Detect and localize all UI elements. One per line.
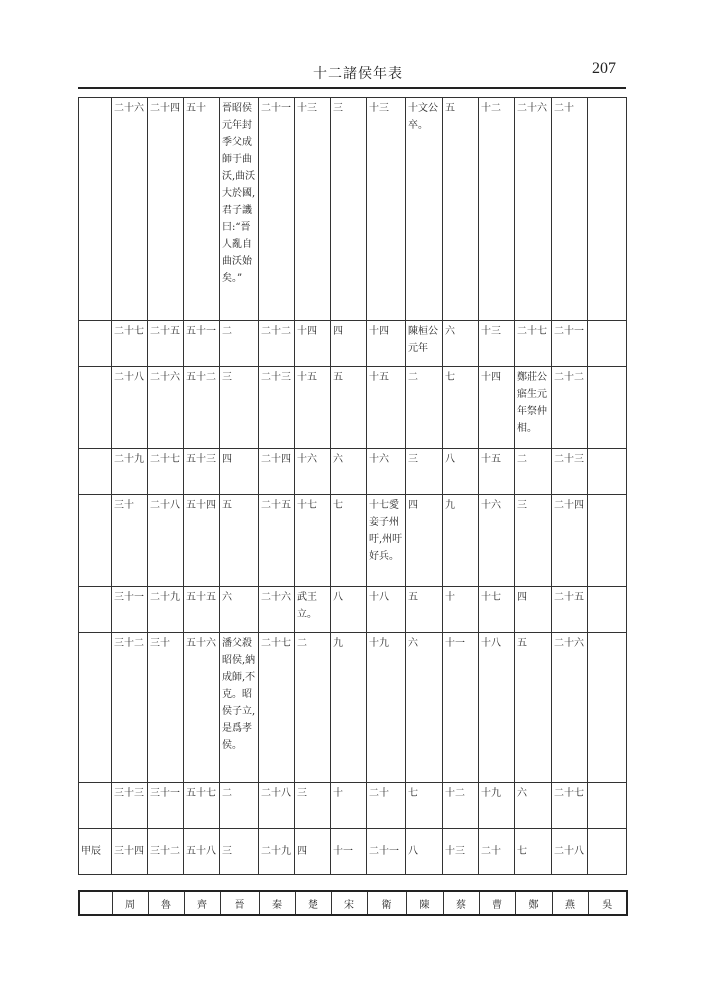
state-year-cell: 二十	[552, 98, 588, 321]
state-year-cell: 三	[220, 829, 259, 875]
page-number: 207	[592, 60, 616, 77]
state-year-cell	[588, 495, 627, 587]
state-year-cell	[588, 783, 627, 829]
state-year-cell: 三	[515, 495, 552, 587]
state-year-cell: 六	[515, 783, 552, 829]
state-year-cell: 二十四	[552, 495, 588, 587]
state-year-cell: 武王立。	[295, 587, 331, 633]
state-year-cell: 二十八	[148, 495, 184, 587]
state-year-cell: 二十五	[259, 495, 295, 587]
state-year-cell: 三	[295, 783, 331, 829]
state-name-cell: 魯	[148, 891, 184, 915]
state-name-cell: 鄭	[515, 891, 552, 915]
cyclical-year-cell: 甲辰	[79, 829, 112, 875]
state-year-cell: 二十九	[148, 587, 184, 633]
state-year-cell: 十八	[367, 587, 406, 633]
state-year-cell: 七	[406, 783, 443, 829]
state-year-cell: 十五	[479, 449, 515, 495]
state-year-cell: 十二	[479, 98, 515, 321]
state-year-cell: 十三	[479, 321, 515, 367]
state-name-cell: 衛	[367, 891, 406, 915]
state-year-cell: 三十二	[112, 633, 148, 783]
state-year-cell: 十	[331, 783, 367, 829]
state-year-cell: 三十三	[112, 783, 148, 829]
header-rule	[78, 87, 626, 89]
state-name-cell: 吳	[588, 891, 627, 915]
state-name-cell: 曹	[479, 891, 515, 915]
state-year-cell: 三十二	[148, 829, 184, 875]
state-year-cell: 二十五	[552, 587, 588, 633]
state-year-cell: 十六	[367, 449, 406, 495]
year-row	[79, 449, 627, 495]
state-year-cell	[588, 367, 627, 449]
state-year-cell: 二	[515, 449, 552, 495]
state-year-cell: 二十七	[552, 783, 588, 829]
state-year-cell: 四	[406, 495, 443, 587]
state-year-cell: 五	[220, 495, 259, 587]
state-year-cell: 潘父殺昭侯,納成師,不克。昭侯子立,是爲孝侯。	[220, 633, 259, 783]
year-row	[79, 98, 627, 321]
state-year-cell: 鄭莊公寤生元年祭仲相。	[515, 367, 552, 449]
state-year-cell: 六	[443, 321, 479, 367]
state-year-cell: 三十一	[148, 783, 184, 829]
state-name-cell: 宋	[331, 891, 367, 915]
state-header-row	[78, 890, 628, 916]
state-year-cell: 二十一	[367, 829, 406, 875]
year-row	[79, 633, 627, 783]
state-year-cell: 四	[295, 829, 331, 875]
cyclical-year-cell	[79, 783, 112, 829]
state-year-cell: 二十六	[259, 587, 295, 633]
state-year-cell: 二十二	[552, 367, 588, 449]
state-year-cell	[588, 449, 627, 495]
year-row	[79, 829, 627, 875]
state-year-cell: 十一	[331, 829, 367, 875]
state-year-cell: 二十五	[148, 321, 184, 367]
cyclical-year-cell	[79, 367, 112, 449]
state-year-cell: 三十	[112, 495, 148, 587]
state-name-cell: 秦	[259, 891, 295, 915]
state-year-cell: 十五	[295, 367, 331, 449]
state-year-cell: 五	[515, 633, 552, 783]
state-year-cell: 七	[331, 495, 367, 587]
state-year-cell: 八	[406, 829, 443, 875]
state-year-cell: 二十二	[259, 321, 295, 367]
state-name-cell: 蔡	[443, 891, 479, 915]
state-year-cell: 二十六	[552, 633, 588, 783]
state-year-cell: 二十六	[515, 98, 552, 321]
state-year-cell: 二十四	[259, 449, 295, 495]
state-year-cell: 二十	[367, 783, 406, 829]
state-year-cell: 五十六	[184, 633, 220, 783]
year-row	[79, 321, 627, 367]
state-year-cell: 十二	[443, 783, 479, 829]
state-year-cell: 六	[220, 587, 259, 633]
state-year-cell: 三	[406, 449, 443, 495]
state-year-cell	[588, 321, 627, 367]
state-year-cell: 十四	[295, 321, 331, 367]
state-name-cell: 陳	[406, 891, 443, 915]
state-year-cell: 十六	[479, 495, 515, 587]
state-year-cell: 二十七	[515, 321, 552, 367]
state-year-cell: 二十九	[259, 829, 295, 875]
state-year-cell: 二十四	[148, 98, 184, 321]
state-year-cell: 十九	[479, 783, 515, 829]
state-year-cell: 二	[406, 367, 443, 449]
state-year-cell: 二十一	[552, 321, 588, 367]
state-year-cell: 五	[331, 367, 367, 449]
state-year-cell: 二十九	[112, 449, 148, 495]
state-year-cell: 五十五	[184, 587, 220, 633]
state-year-cell: 五	[406, 587, 443, 633]
state-year-cell: 三	[220, 367, 259, 449]
cyclical-year-cell	[79, 449, 112, 495]
state-year-cell	[588, 587, 627, 633]
state-year-cell: 二十三	[552, 449, 588, 495]
state-year-cell: 二十一	[259, 98, 295, 321]
state-name-cell: 周	[112, 891, 148, 915]
state-year-cell: 八	[331, 587, 367, 633]
state-year-cell: 五十二	[184, 367, 220, 449]
state-year-cell: 十四	[479, 367, 515, 449]
state-name-cell	[79, 891, 112, 915]
state-year-cell	[588, 829, 627, 875]
state-year-cell: 三十	[148, 633, 184, 783]
state-year-cell: 二	[220, 783, 259, 829]
state-year-cell: 五	[443, 98, 479, 321]
state-year-cell: 三十一	[112, 587, 148, 633]
state-year-cell: 十一	[443, 633, 479, 783]
year-row	[79, 587, 627, 633]
state-year-cell: 二十七	[259, 633, 295, 783]
state-year-cell: 三十四	[112, 829, 148, 875]
state-year-cell: 四	[331, 321, 367, 367]
cyclical-year-cell	[79, 633, 112, 783]
state-year-cell: 五十四	[184, 495, 220, 587]
state-year-cell: 十五	[367, 367, 406, 449]
state-year-cell: 五十七	[184, 783, 220, 829]
cyclical-year-cell	[79, 495, 112, 587]
state-year-cell: 二十七	[112, 321, 148, 367]
state-year-cell: 五十三	[184, 449, 220, 495]
year-row	[79, 783, 627, 829]
year-row	[79, 495, 627, 587]
state-year-cell: 十六	[295, 449, 331, 495]
state-year-cell: 二十六	[112, 98, 148, 321]
state-year-cell	[588, 98, 627, 321]
state-year-cell: 十九	[367, 633, 406, 783]
state-year-cell: 五十八	[184, 829, 220, 875]
page-title: 十二諸侯年表	[313, 66, 403, 82]
state-year-cell: 三	[331, 98, 367, 321]
year-row	[79, 367, 627, 449]
state-year-cell: 八	[443, 449, 479, 495]
state-year-cell: 晉昭侯元年封季父成師于曲沃,曲沃大於國,君子譏曰:“晉人亂自曲沃始矣。”	[220, 98, 259, 321]
cyclical-year-cell	[79, 587, 112, 633]
state-name-cell: 楚	[295, 891, 331, 915]
state-year-cell: 十四	[367, 321, 406, 367]
state-year-cell: 四	[220, 449, 259, 495]
state-year-cell: 九	[331, 633, 367, 783]
state-year-cell: 六	[331, 449, 367, 495]
state-year-cell: 四	[515, 587, 552, 633]
state-year-cell: 二	[295, 633, 331, 783]
state-year-cell: 十三	[295, 98, 331, 321]
state-year-cell: 二十八	[259, 783, 295, 829]
state-year-cell: 二十三	[259, 367, 295, 449]
chronology-table	[78, 97, 627, 875]
state-year-cell: 十	[443, 587, 479, 633]
cyclical-year-cell	[79, 321, 112, 367]
state-year-cell: 二十六	[148, 367, 184, 449]
state-year-cell: 十三	[443, 829, 479, 875]
state-year-cell: 十七	[479, 587, 515, 633]
state-year-cell: 陳桓公元年	[406, 321, 443, 367]
state-year-cell: 十七愛妾子州吁,州吁好兵。	[367, 495, 406, 587]
state-year-cell: 十三	[367, 98, 406, 321]
state-year-cell: 五十	[184, 98, 220, 321]
state-year-cell: 七	[443, 367, 479, 449]
state-name-cell: 齊	[184, 891, 220, 915]
state-year-cell: 二十八	[552, 829, 588, 875]
state-name-cell: 晉	[220, 891, 259, 915]
state-year-cell: 二十	[479, 829, 515, 875]
state-year-cell: 二	[220, 321, 259, 367]
state-name-cell: 燕	[552, 891, 588, 915]
state-year-cell: 十八	[479, 633, 515, 783]
state-year-cell: 十七	[295, 495, 331, 587]
state-year-cell: 二十七	[148, 449, 184, 495]
state-year-cell: 二十八	[112, 367, 148, 449]
cyclical-year-cell	[79, 98, 112, 321]
state-year-cell	[588, 633, 627, 783]
state-year-cell: 五十一	[184, 321, 220, 367]
state-year-cell: 六	[406, 633, 443, 783]
state-year-cell: 九	[443, 495, 479, 587]
state-year-cell: 七	[515, 829, 552, 875]
state-year-cell: 十文公卒。	[406, 98, 443, 321]
